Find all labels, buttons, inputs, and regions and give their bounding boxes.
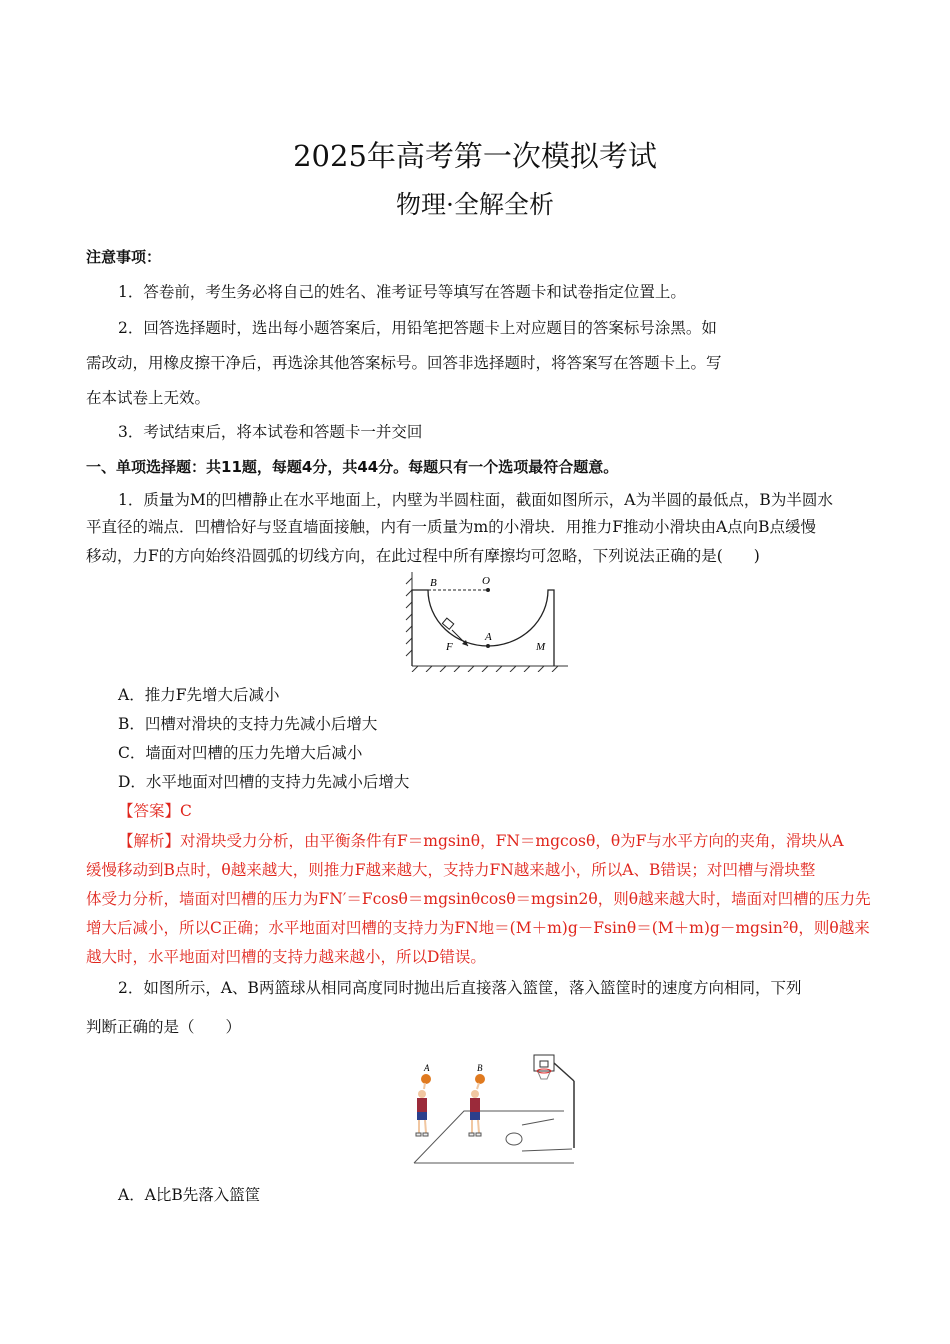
player-a xyxy=(416,1074,431,1136)
q1-groove-figure xyxy=(404,570,570,672)
q2-basketball-figure xyxy=(404,1043,584,1167)
q2-stem-line-2: 判断正确的是（ ） xyxy=(86,1018,242,1036)
q1-analysis-line-3: 体受力分析，墙面对凹槽的压力为FN′＝Fcosθ＝mgsinθcosθ＝mgsin2θ，则θ越来越大时，墙面对凹槽的压力先 xyxy=(86,890,871,908)
player-b xyxy=(469,1074,485,1136)
notice-item-1: 1．答卷前，考生务必将自己的姓名、准考证号等填写在答题卡和试卷指定位置上。 xyxy=(118,283,686,301)
page-subtitle: 物理·全解全析 xyxy=(396,190,554,219)
q1-option-d: D．水平地面对凹槽的支持力先减小后增大 xyxy=(118,773,410,791)
q1-option-a: A．推力F先增大后减小 xyxy=(118,686,280,704)
q1-answer: 【答案】C xyxy=(118,802,192,820)
q1-analysis-line-1: 【解析】对滑块受力分析，由平衡条件有F＝mgsinθ，FN＝mgcosθ，θ为F与水平方向的夹角，滑块从A xyxy=(118,832,844,850)
notice-heading: 注意事项： xyxy=(86,248,162,266)
q1-option-c: C．墙面对凹槽的压力先增大后减小 xyxy=(118,744,363,762)
q2-option-a: A．A比B先落入篮筐 xyxy=(118,1186,261,1204)
q2-stem-line-1: 2．如图所示，A、B两篮球从相同高度同时抛出后直接落入篮筐，落入篮筐时的速度方向相同，下列 xyxy=(118,979,802,997)
section-heading: 一、单项选择题：共11题，每题4分，共44分。每题只有一个选项最符合题意。 xyxy=(86,458,619,476)
q1-stem-line-3: 移动，力F的方向始终沿圆弧的切线方向，在此过程中所有摩擦均可忽略，下列说法正确的是( ) xyxy=(86,547,760,565)
q1-analysis-line-4: 增大后减小，所以C正确；水平地面对凹槽的支持力为FN地＝(M＋m)g－Fsinθ＝(M＋m)g－mgsin²θ，则θ越来 xyxy=(86,919,870,937)
q1-analysis-line-5: 越大时，水平地面对凹槽的支持力越来越小，所以D错误。 xyxy=(86,948,486,966)
page-title: 2025年高考第一次模拟考试 xyxy=(293,139,657,173)
q1-figure-label-m: M xyxy=(536,641,546,653)
q1-figure-label-o: O xyxy=(482,575,490,587)
notice-item-3: 3．考试结束后，将本试卷和答题卡一并交回 xyxy=(118,423,423,441)
q1-stem-line-2: 平直径的端点．凹槽恰好与竖直墙面接触，内有一质量为m的小滑块．用推力F推动小滑块由A点向B点缓慢 xyxy=(86,518,817,536)
q1-stem-line-1: 1．质量为M的凹槽静止在水平地面上，内壁为半圆柱面，截面如图所示，A为半圆的最低点，B为半圆水 xyxy=(118,491,833,509)
q1-figure-label-f: F xyxy=(446,641,453,653)
notice-item-2-line-1: 2．回答选择题时，选出每小题答案后，用铅笔把答题卡上对应题目的答案标号涂黑。如 xyxy=(118,319,717,337)
q1-figure-label-b: B xyxy=(430,577,437,589)
q2-figure-label-a: A xyxy=(424,1063,430,1073)
q1-analysis-line-2: 缓慢移动到B点时，θ越来越大，则推力F越来越大，支持力FN越来越小，所以A、B错误；对凹槽与滑块整 xyxy=(86,861,816,879)
q2-figure-label-b: B xyxy=(477,1063,483,1073)
notice-item-2-line-2: 需改动，用橡皮擦干净后，再选涂其他答案标号。回答非选择题时，将答案写在答题卡上。写 xyxy=(86,354,722,372)
q1-figure-label-a: A xyxy=(485,631,492,643)
notice-item-2-line-3: 在本试卷上无效。 xyxy=(86,389,211,407)
q1-option-b: B．凹槽对滑块的支持力先减小后增大 xyxy=(118,715,378,733)
